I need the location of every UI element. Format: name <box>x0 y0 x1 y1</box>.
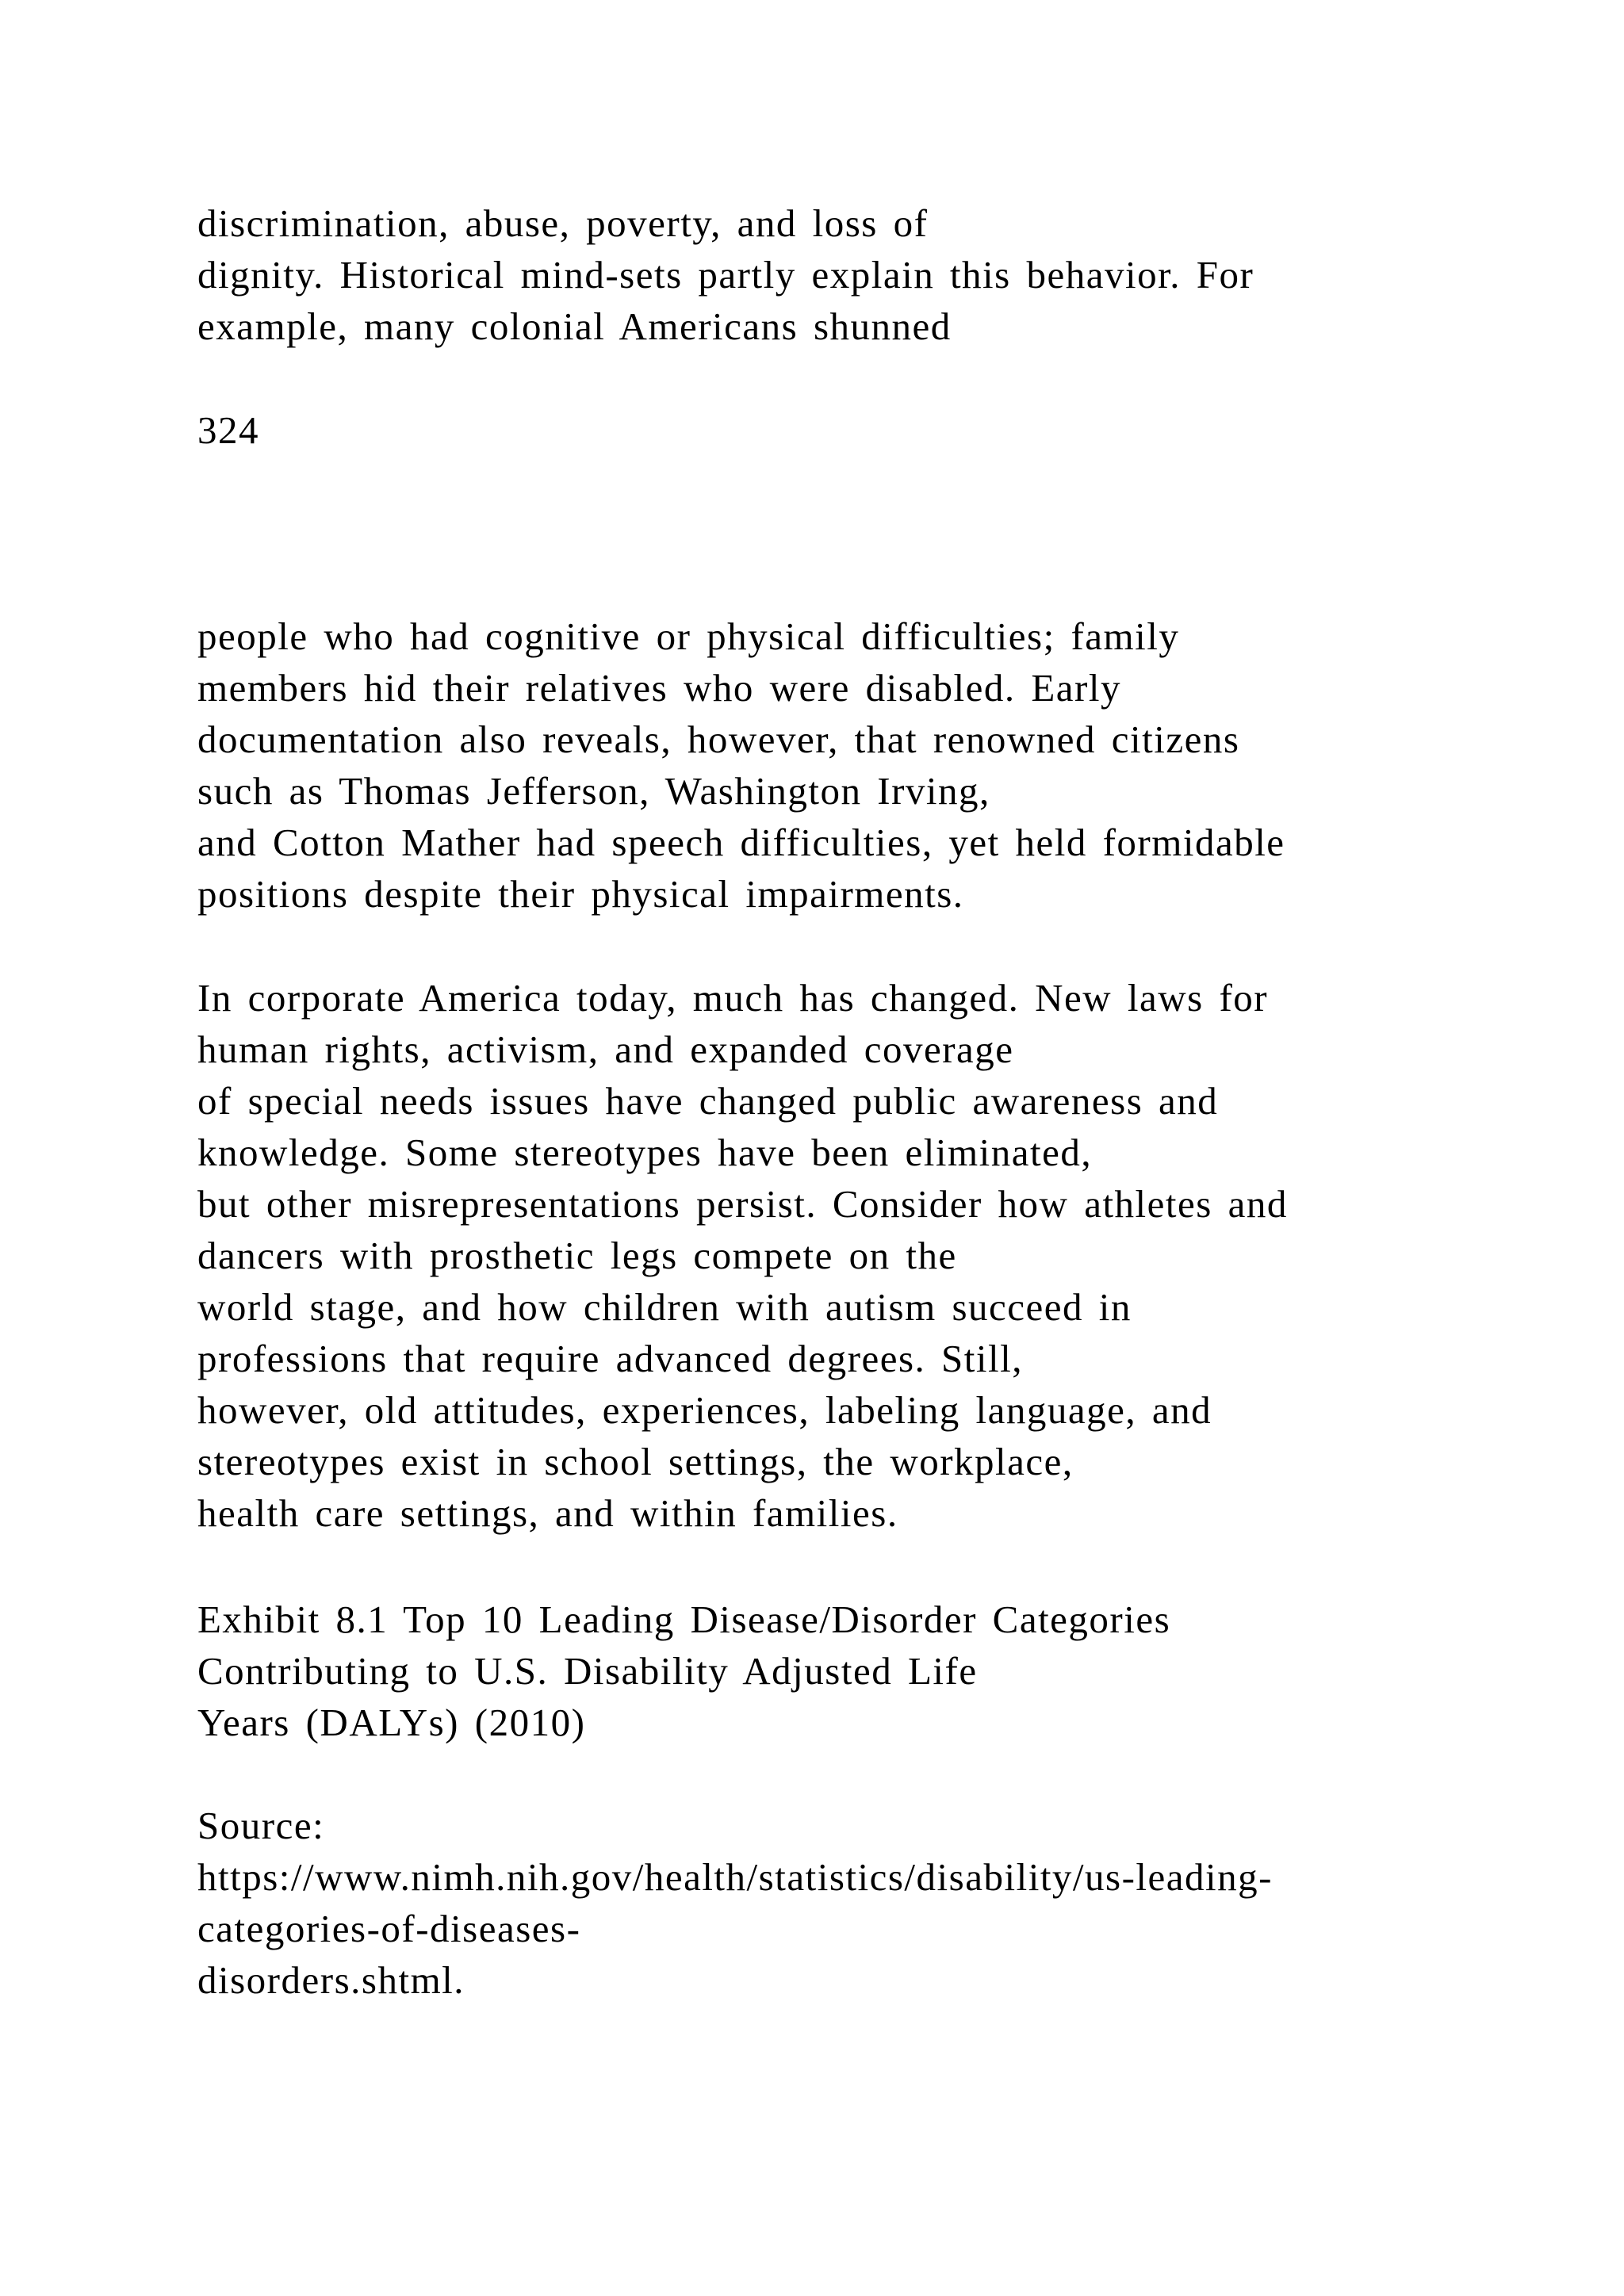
exhibit-caption <box>197 1594 1576 1748</box>
page-number <box>197 404 1576 456</box>
text-line: example, many colonial Americans shunned <box>197 304 952 348</box>
text-line: documentation also reveals, however, that renowned citizens <box>197 718 1240 761</box>
source-citation <box>197 1800 1576 2006</box>
paragraph-corporate-america <box>197 972 1576 1539</box>
text-line: and Cotton Mather had speech difficulties, yet held formidable <box>197 821 1285 864</box>
text-line: dancers with prosthetic legs compete on the <box>197 1234 957 1277</box>
text-line: discrimination, abuse, poverty, and loss of <box>197 201 929 245</box>
text-line: knowledge. Some stereotypes have been eliminated, <box>197 1131 1093 1174</box>
source-url-line: https://www.nimh.nih.gov/health/statistics/disability/us-leading- <box>197 1855 1273 1899</box>
paragraph-discrimination <box>197 197 1576 352</box>
text-line: Exhibit 8.1 Top 10 Leading Disease/Disorder Categories <box>197 1598 1171 1641</box>
text-line: In corporate America today, much has changed. New laws for <box>197 976 1269 1020</box>
text-line: Years (DALYs) (2010) <box>197 1701 586 1744</box>
text-line: such as Thomas Jefferson, Washington Irving, <box>197 769 990 813</box>
text-line: of special needs issues have changed public awareness and <box>197 1079 1219 1123</box>
text-line: positions despite their physical impairments. <box>197 872 964 916</box>
page-number-text: 324 <box>197 408 259 452</box>
text-line: members hid their relatives who were disabled. Early <box>197 666 1121 710</box>
text-line: human rights, activism, and expanded coverage <box>197 1027 1014 1071</box>
source-url-line: categories-of-diseases- <box>197 1907 581 1950</box>
text-line: however, old attitudes, experiences, labeling language, and <box>197 1388 1212 1432</box>
source-label: Source: <box>197 1804 325 1847</box>
paragraph-history <box>197 610 1576 920</box>
text-line: dignity. Historical mind-sets partly explain this behavior. For <box>197 253 1254 297</box>
text-line: Contributing to U.S. Disability Adjusted Life <box>197 1649 978 1693</box>
text-line: stereotypes exist in school settings, the workplace, <box>197 1440 1074 1483</box>
source-url-line: disorders.shtml. <box>197 1958 465 2002</box>
text-line: world stage, and how children with autism succeed in <box>197 1285 1132 1329</box>
text-line: people who had cognitive or physical difficulties; family <box>197 614 1180 658</box>
text-line: professions that require advanced degrees. Still, <box>197 1337 1024 1380</box>
text-line: health care settings, and within families. <box>197 1491 898 1535</box>
text-line: but other misrepresentations persist. Consider how athletes and <box>197 1182 1288 1226</box>
